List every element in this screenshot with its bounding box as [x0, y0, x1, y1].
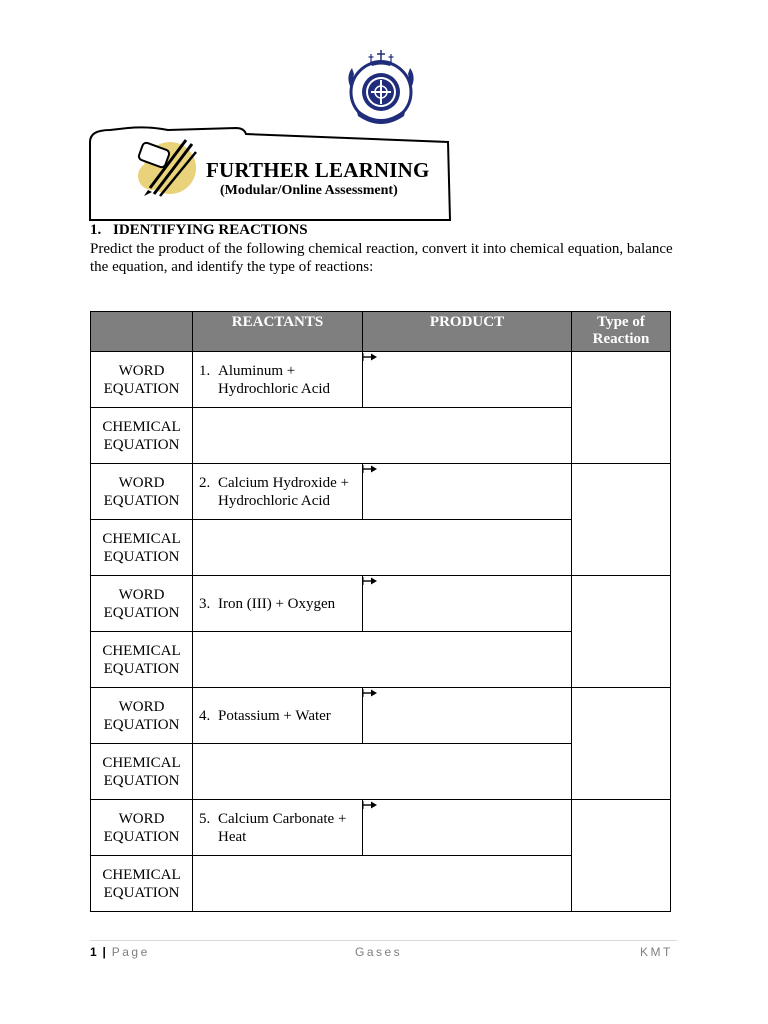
reaction-number: 1. [199, 362, 211, 379]
reaction-arrow-icon [363, 464, 379, 476]
product-cell[interactable] [363, 688, 572, 744]
reaction-arrow-icon [363, 352, 379, 364]
page-label: Page [111, 945, 150, 959]
reactants-text: Aluminum + Hydrochloric Acid [218, 362, 331, 397]
chemical-equation-label: CHEMICAL EQUATION [91, 856, 193, 912]
reactants-text: Iron (III) + Oxygen [218, 595, 336, 612]
further-learning-banner [88, 124, 454, 222]
header-reactants: REACTANTS [193, 312, 363, 352]
chemical-equation-label: CHEMICAL EQUATION [91, 520, 193, 576]
chemical-equation-cell[interactable] [193, 632, 572, 688]
word-equation-label: WORD EQUATION [91, 800, 193, 856]
reaction-number: 3. [199, 595, 211, 612]
word-equation-row [91, 352, 671, 408]
reactants-text: Potassium + Water [218, 707, 331, 724]
reactants-text: Calcium Hydroxide + Hydrochloric Acid [218, 474, 349, 509]
word-equation-row [91, 800, 671, 856]
header-type-of-reaction: Type of Reaction [572, 312, 671, 352]
reaction-arrow-icon [363, 688, 379, 700]
type-of-reaction-cell[interactable] [572, 800, 671, 912]
word-equation-row [91, 576, 671, 632]
header-blank [91, 312, 193, 352]
banner-title: FURTHER LEARNING [206, 158, 430, 182]
product-cell[interactable] [363, 576, 572, 632]
word-equation-label: WORD EQUATION [91, 576, 193, 632]
type-of-reaction-cell[interactable] [572, 352, 671, 464]
reactions-table [90, 311, 671, 912]
reaction-arrow-icon [363, 576, 379, 588]
chemical-equation-cell[interactable] [193, 520, 572, 576]
reactants-cell [193, 352, 363, 408]
chemical-equation-label: CHEMICAL EQUATION [91, 632, 193, 688]
reaction-arrow-icon [363, 800, 379, 812]
type-of-reaction-cell[interactable] [572, 688, 671, 800]
product-cell[interactable] [363, 352, 572, 408]
type-of-reaction-cell[interactable] [572, 464, 671, 576]
word-equation-label: WORD EQUATION [91, 688, 193, 744]
table-header-row [91, 312, 671, 352]
instructions-text: Predict the product of the following chemical reaction, convert it into chemical equation, balance the equation, and identify the type of reactions: [90, 241, 673, 275]
word-equation-row [91, 464, 671, 520]
reactants-cell [193, 800, 363, 856]
word-equation-label: WORD EQUATION [91, 352, 193, 408]
footer-topic: Gases [355, 945, 403, 959]
reaction-number: 4. [199, 707, 211, 724]
product-cell[interactable] [363, 464, 572, 520]
section-number: 1. [90, 222, 102, 238]
word-equation-label: WORD EQUATION [91, 464, 193, 520]
reaction-number: 5. [199, 810, 211, 827]
school-seal-logo [344, 46, 418, 130]
section-heading [90, 222, 308, 239]
footer-divider [90, 940, 677, 941]
page-number: 1 [90, 945, 97, 959]
chemical-equation-cell[interactable] [193, 856, 572, 912]
reactants-cell [193, 464, 363, 520]
banner-subtitle: (Modular/Online Assessment) [220, 183, 398, 198]
footer-separator: | [102, 945, 106, 959]
reactants-text: Calcium Carbonate + Heat [218, 810, 347, 845]
product-cell[interactable] [363, 800, 572, 856]
footer-initials: KMT [640, 945, 673, 959]
word-equation-row [91, 688, 671, 744]
section-title: IDENTIFYING REACTIONS [113, 222, 308, 238]
chemical-equation-label: CHEMICAL EQUATION [91, 744, 193, 800]
type-of-reaction-cell[interactable] [572, 576, 671, 688]
reactants-cell [193, 576, 363, 632]
reaction-number: 2. [199, 474, 211, 491]
chemical-equation-cell[interactable] [193, 744, 572, 800]
header-product: PRODUCT [363, 312, 572, 352]
chemical-equation-cell[interactable] [193, 408, 572, 464]
chemical-equation-label: CHEMICAL EQUATION [91, 408, 193, 464]
reactants-cell [193, 688, 363, 744]
footer-page [90, 945, 150, 959]
